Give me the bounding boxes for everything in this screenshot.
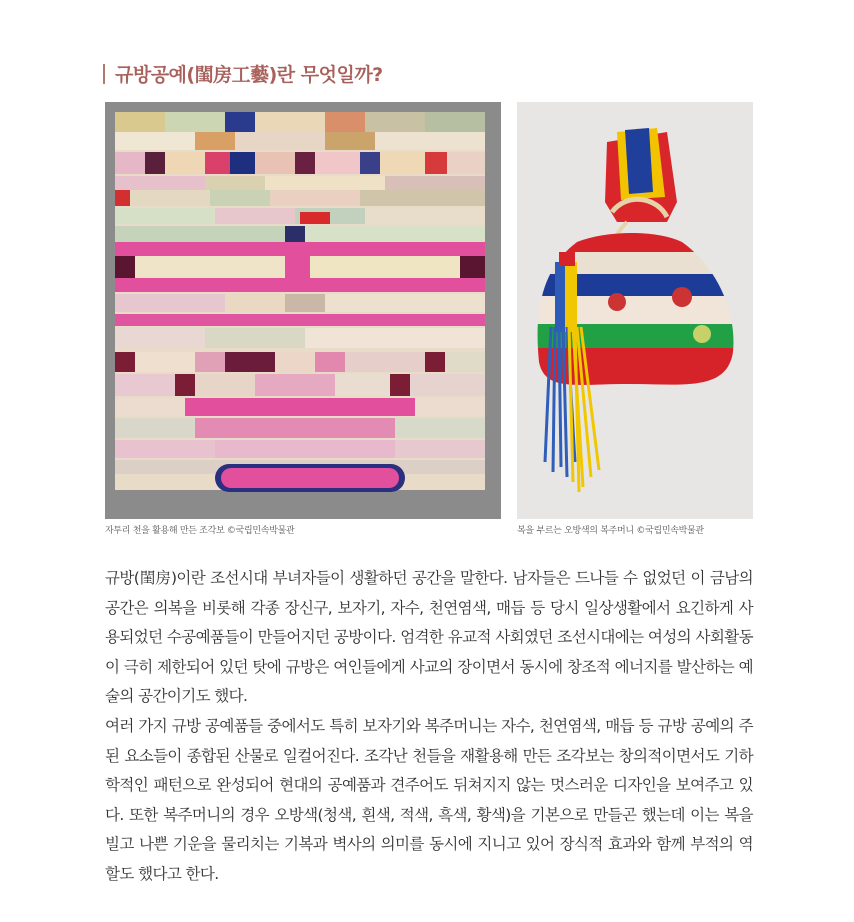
heading-accent-bar xyxy=(103,64,105,84)
jogakbo-photo xyxy=(105,102,501,519)
section-heading xyxy=(103,60,383,87)
paragraph: 규방(閨房)이란 조선시대 부녀자들이 생활하던 공간을 말한다. 남자들은 드나들 수 없었던 이 금남의 공간은 의복을 비롯해 각종 장신구, 보자기, 자수, 천연염색, 매듭 등 당시 일상생활에서 요긴하게 사용되었던 수공예품들이 만들어지던 공방이다. 엄격한 유교적 사회였던 조선시대에는 여성의 사회활동이 극히 제한되어 있던 탓에 규방은 여인들에게 사교의 장이면서 동시에 창조적 에너지를 발산하는 예술의 공간이기도 했다. xyxy=(105,569,753,706)
body-text xyxy=(105,564,753,890)
paragraph: 여러 가지 규방 공예품들 중에서도 특히 보자기와 복주머니는 자수, 천연염색, 매듭 등 규방 공예의 주된 요소들이 종합된 산물로 일컬어진다. 조각난 천들을 재활용해 만든 조각보는 창의적이면서도 기하학적인 패턴으로 완성되어 현대의 공예품과 견주어도 뒤쳐지지 않는 멋스러운 디자인을 보여주고 있다. 또한 복주머니의 경우 오방색(청색, 흰색, 적색, 흑색, 황색)을 기본으로 만들곤 했는데 이는 복을 빌고 나쁜 기운을 물리치는 기복과 벽사의 의미를 동시에 지니고 있어 장식적 효과와 함께 부적의 역할도 했다고 한다. xyxy=(105,716,753,883)
figure-caption-bokjumeoni: 복을 부르는 오방색의 복주머니 ©국립민속박물관 xyxy=(517,526,704,536)
figure-caption-jogakbo: 자투리 천을 활용해 만든 조각보 ©국립민속박물관 xyxy=(105,526,295,536)
section-title: 규방공예(閨房工藝)란 무엇일까? xyxy=(115,64,383,86)
jogakbo-patchwork-illustration xyxy=(105,102,501,519)
bokjumeoni-pouch-illustration xyxy=(517,102,753,519)
bokjumeoni-photo xyxy=(517,102,753,519)
